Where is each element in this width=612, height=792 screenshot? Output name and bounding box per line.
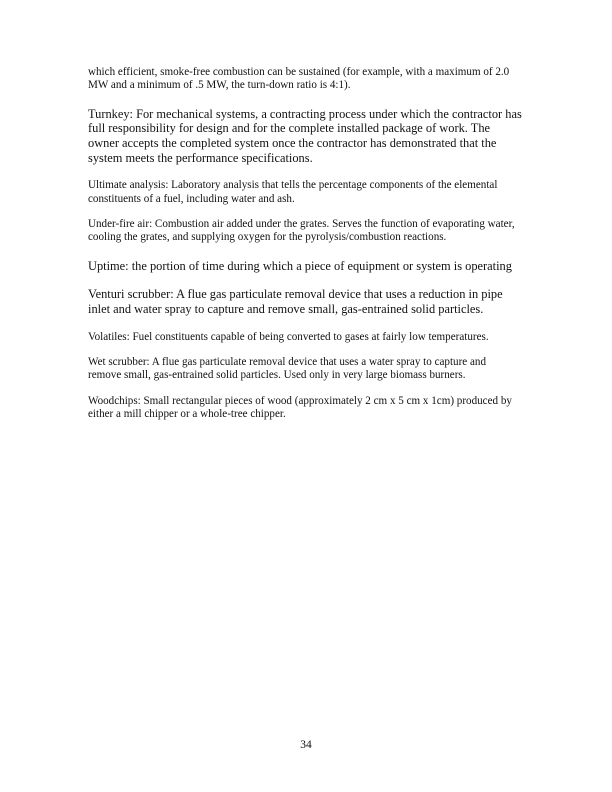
paragraph-venturi-scrubber: Venturi scrubber: A flue gas particulate removal device that uses a reduction in pipe inlet and water spray to capture and remove small, gas-entrained solid particles.: [88, 287, 503, 316]
paragraph-spacer: [88, 273, 522, 287]
paragraph-spacer: [88, 206, 522, 218]
paragraph-spacer: [88, 344, 522, 356]
paragraph-turnkey: Turnkey: For mechanical systems, a contracting process under which the contractor has full responsibility for design and for the complete installed package of work. The owner accepts the completed system once the contractor has demonstrated that the system meets the performance specifications.: [88, 106, 522, 165]
paragraph-spacer: [88, 245, 522, 259]
paragraph-spacer: [88, 383, 522, 395]
paragraph-wet-scrubber: Wet scrubber: A flue gas particulate removal device that uses a water spray to capture and remove small, gas-entrained solid particles. Used only in very large biomass burners.: [88, 356, 487, 382]
paragraph-volatiles: Volatiles: Fuel constituents capable of being converted to gases at fairly low temperatures.: [88, 330, 489, 343]
page-number: 34: [300, 739, 312, 751]
page-body-text: [88, 66, 522, 422]
paragraph-spacer: [88, 93, 522, 107]
paragraph-woodchips: Woodchips: Small rectangular pieces of wood (approximately 2 cm x 5 cm x 1cm) produced by either a mill chipper or a whole-tree chipper.: [88, 394, 512, 421]
paragraph-continuation-turn-down-ratio: which efficient, smoke-free combustion can be sustained (for example, with a maximum of 2.0 MW and a minimum of .5 MW, the turn-down ratio is 4:1).: [88, 66, 510, 92]
paragraph-spacer: [88, 317, 522, 331]
paragraph-spacer: [88, 165, 522, 179]
paragraph-ultimate-analysis: Ultimate analysis: Laboratory analysis that tells the percentage components of the elemental constituents of a fuel, including water and ash.: [88, 179, 498, 205]
paragraph-under-fire-air: Under-fire air: Combustion air added under the grates. Serves the function of evaporating water, cooling the grates, and supplying oxygen for the pyrolysis/combustion reactions.: [88, 218, 515, 244]
paragraph-uptime: Uptime: the portion of time during which a piece of equipment or system is operating: [88, 258, 512, 273]
